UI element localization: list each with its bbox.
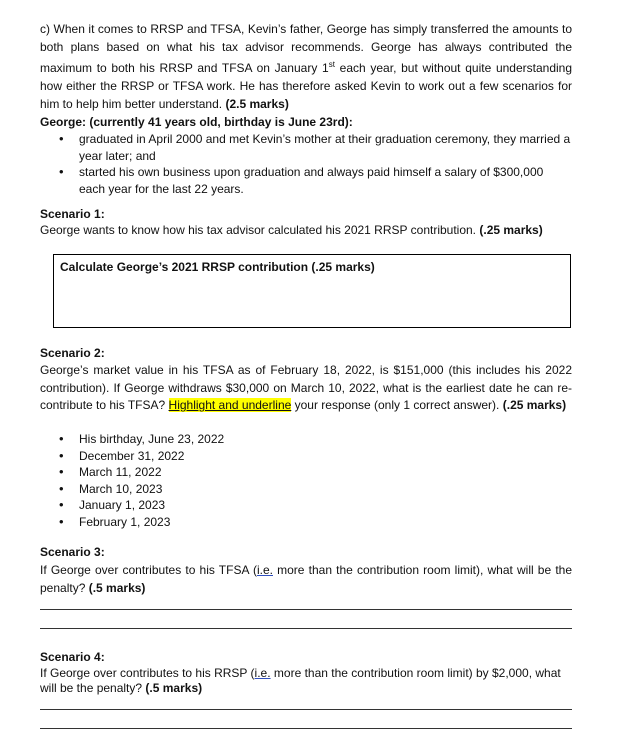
scenario-1-title: Scenario 1: — [40, 207, 105, 221]
george-facts-list — [40, 131, 572, 197]
scenario-2-title: Scenario 2: — [40, 346, 105, 360]
scenario-3 — [40, 544, 572, 597]
rrsp-answer-box[interactable] — [53, 254, 571, 328]
george-heading: George: (currently 41 years old, birthday is June 23rd): — [40, 115, 353, 129]
list-item: • graduated in April 2000 and met Kevin’s mother at their graduation ceremony, they married a year later; and — [40, 131, 572, 164]
scenario-4-text: If George over contributes to his RRSP (i.e. more than the contribution room limit) by $2,000, what will be the penalty? (.5 marks) — [40, 666, 561, 695]
answer-box-label: Calculate George’s 2021 RRSP contribution (.25 marks) — [60, 260, 375, 274]
option-mar-11-2022[interactable]: • March 11, 2022 — [40, 464, 572, 481]
answer-line[interactable] — [40, 609, 572, 610]
scenario-3-text: If George over contributes to his TFSA (i.e. more than the contribution room limit), what will be the penalty? (.5 marks) — [40, 563, 572, 595]
part-c-marks: (2.5 marks) — [225, 97, 289, 111]
scenario-4-title: Scenario 4: — [40, 650, 105, 664]
answer-line[interactable] — [40, 628, 572, 629]
option-birthday[interactable]: • His birthday, June 23, 2022 — [40, 431, 572, 448]
part-c-intro — [40, 20, 572, 197]
option-mar-10-2023[interactable]: • March 10, 2023 — [40, 481, 572, 498]
scenario-1-text: George wants to know how his tax advisor calculated his 2021 RRSP contribution. (.25 marks) — [40, 223, 543, 237]
date-options-list — [40, 431, 572, 530]
option-dec-31-2022[interactable]: • December 31, 2022 — [40, 448, 572, 465]
option-feb-1-2023[interactable]: • February 1, 2023 — [40, 514, 572, 531]
scenario-2 — [40, 345, 572, 415]
answer-line[interactable] — [40, 709, 572, 710]
scenario-1 — [40, 206, 572, 238]
answer-line[interactable] — [40, 728, 572, 729]
list-item: • started his own business upon graduation and always paid himself a salary of $300,000 each year for the last 22 years. — [40, 164, 572, 197]
scenario-3-title: Scenario 3: — [40, 545, 105, 559]
highlight-instruction: Highlight and underline — [168, 398, 292, 412]
option-jan-1-2023[interactable]: • January 1, 2023 — [40, 497, 572, 514]
scenario-4 — [40, 649, 572, 696]
scenario-2-text: George’s market value in his TFSA as of February 18, 2022, is $151,000 (this includes his 2022 contribution). If George withdraws $30,000 on March 10, 2022, what is the earliest date he can re-contribute to his TFSA? Highlight and underline your response (only 1 correct answer). (.25 marks) — [40, 363, 572, 412]
scenario-2-options — [40, 431, 572, 530]
part-c-paragraph: c) When it comes to RRSP and TFSA, Kevin’s father, George has simply transferred the amounts to both plans based on what his tax advisor recommends. George has always contributed the maximum to both his RRSP and TFSA on January 1st each year, but without quite understanding how either the RRSP or TFSA work. He has therefore asked Kevin to work out a few scenarios for him to help him better understand. (2.5 marks) — [40, 22, 573, 111]
